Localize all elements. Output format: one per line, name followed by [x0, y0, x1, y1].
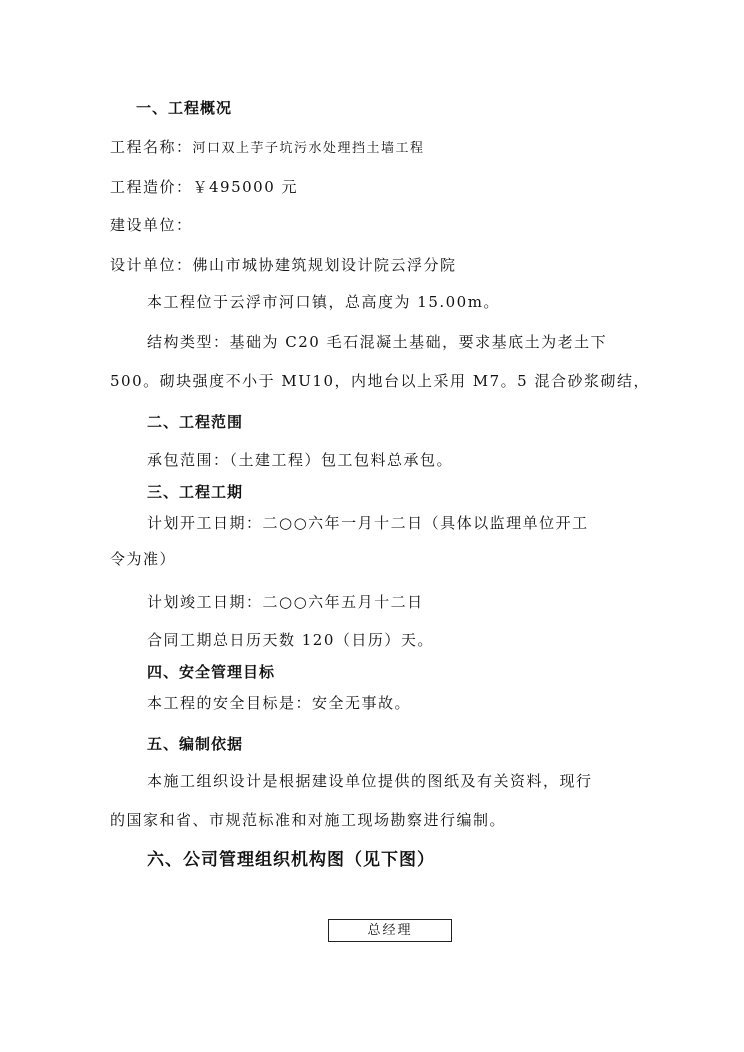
safety-goal: 本工程的安全目标是：安全无事故。 — [147, 694, 412, 712]
project-name-label: 工程名称： — [110, 138, 193, 156]
contract-scope: 承包范围：（土建工程）包工包料总承包。 — [147, 451, 454, 469]
project-location: 本工程位于云浮市河口镇，总高度为 15.00m。 — [147, 293, 500, 311]
section-heading-safety: 四、安全管理目标 — [147, 663, 276, 681]
planned-end: 计划竣工日期：二○○六年五月十二日 — [147, 593, 424, 611]
section-heading-overview: 一、工程概况 — [136, 99, 233, 117]
org-chart-general-manager-box: 总经理 — [328, 919, 452, 942]
section-heading-schedule: 三、工程工期 — [147, 483, 244, 501]
structure-type-line2: 500。砌块强度不小于 MU10，内地台以上采用 M7。5 混合砂浆砌结， — [110, 372, 650, 390]
planned-start-line2: 令为准） — [110, 550, 177, 568]
section-heading-org-chart: 六、公司管理组织机构图（见下图） — [147, 850, 435, 870]
section-heading-basis: 五、编制依据 — [147, 735, 244, 753]
project-name-value: 河口双上芋子坑污水处理挡土墙工程 — [192, 141, 425, 156]
section-heading-scope: 二、工程范围 — [147, 413, 244, 431]
structure-type-line1: 结构类型：基础为 C20 毛石混凝土基础，要求基底土为老土下 — [147, 333, 608, 351]
contract-duration: 合同工期总日历天数 120（日历）天。 — [147, 631, 434, 649]
client-unit: 建设单位： — [110, 216, 193, 234]
project-name-line — [110, 137, 425, 159]
planned-start-line1: 计划开工日期：二○○六年一月十二日（具体以监理单位开工 — [147, 514, 589, 532]
project-cost: 工程造价：￥495000 元 — [110, 178, 299, 196]
compilation-basis-line2: 的国家和省、市规范标准和对施工现场勘察进行编制。 — [110, 811, 507, 829]
compilation-basis-line1: 本施工组织设计是根据建设单位提供的图纸及有关资料，现行 — [147, 772, 593, 790]
design-unit: 设计单位：佛山市城协建筑规划设计院云浮分院 — [110, 256, 457, 274]
